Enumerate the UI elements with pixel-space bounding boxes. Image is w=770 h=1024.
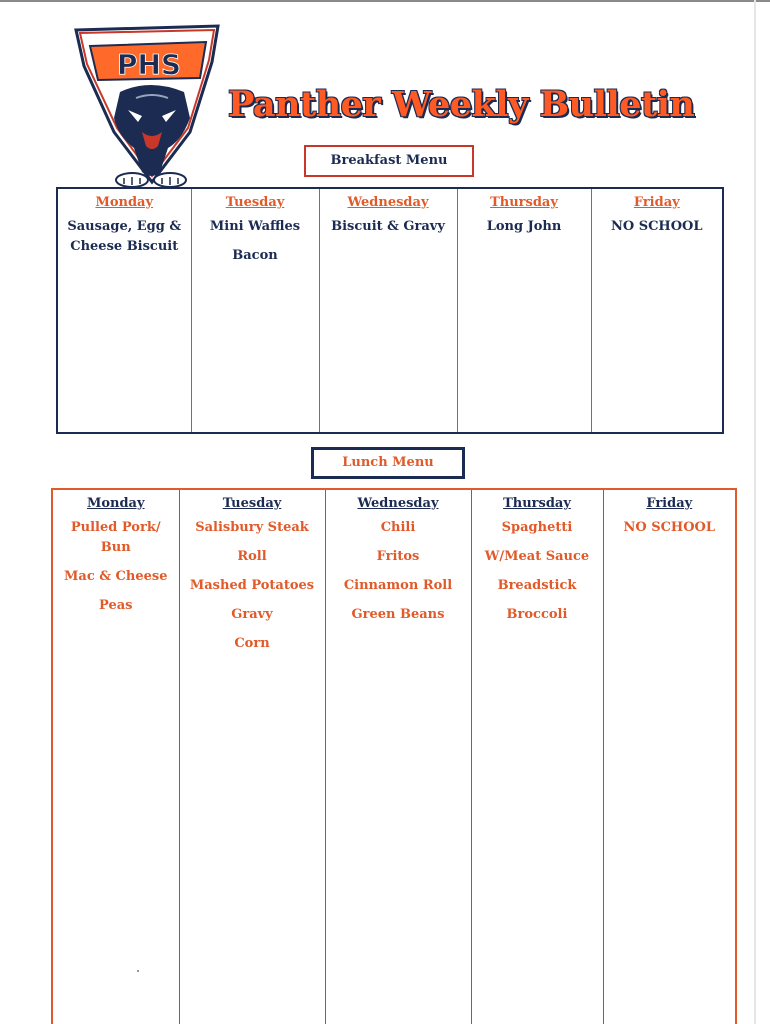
menu-item: NO SCHOOL	[610, 219, 703, 234]
menu-item: NO SCHOOL	[623, 520, 716, 535]
breakfast-menu-label: Breakfast Menu	[304, 145, 474, 177]
day-header: Friday	[646, 496, 693, 511]
page-right-edge	[754, 0, 756, 1024]
day-header: Wednesday	[357, 496, 439, 511]
menu-item: Fritos	[376, 549, 420, 564]
day-header: Friday	[633, 195, 680, 210]
lunch-menu-label: Lunch Menu	[311, 447, 465, 479]
menu-item: Roll	[237, 549, 267, 564]
breakfast-col-wednesday	[319, 188, 457, 433]
menu-item: Cinnamon Roll	[343, 578, 453, 593]
menu-item: Gravy	[231, 607, 273, 622]
lunch-col-monday	[52, 489, 179, 1024]
menu-item: Peas	[99, 598, 133, 613]
lunch-col-thursday	[471, 489, 603, 1024]
menu-item: Mashed Potatoes	[189, 578, 315, 593]
menu-item: Mac & Cheese	[64, 569, 168, 584]
menu-item: Biscuit & Gravy	[331, 219, 445, 234]
menu-item: Breadstick	[497, 578, 577, 593]
menu-item: W/Meat Sauce	[484, 549, 590, 564]
menu-item: Sausage, Egg & Cheese Biscuit	[67, 219, 182, 254]
menu-item: Bacon	[232, 248, 278, 263]
menu-item: Salisbury Steak	[195, 520, 309, 535]
menu-item: Long John	[486, 219, 562, 234]
day-header: Thursday	[503, 496, 571, 511]
lunch-col-wednesday	[325, 489, 471, 1024]
menu-item: Spaghetti	[501, 520, 573, 535]
menu-item: Mini Waffles	[209, 219, 301, 234]
lunch-menu-table	[51, 488, 737, 1024]
day-header: Monday	[86, 496, 145, 511]
day-header: Tuesday	[222, 496, 282, 511]
menu-item: Pulled Pork/ Bun	[70, 520, 161, 555]
page-top-border	[0, 0, 770, 2]
breakfast-col-friday	[591, 188, 723, 433]
day-header: Tuesday	[225, 195, 285, 210]
breakfast-col-tuesday	[191, 188, 319, 433]
menu-item: Green Beans	[351, 607, 445, 622]
lunch-col-tuesday	[179, 489, 325, 1024]
page-title: Panther Weekly Bulletin	[228, 84, 695, 125]
day-header: Wednesday	[347, 195, 429, 210]
menu-item: Broccoli	[506, 607, 568, 622]
logo-text: PHS	[116, 48, 182, 81]
breakfast-menu-table	[56, 187, 724, 434]
lunch-col-friday	[603, 489, 736, 1024]
day-header: Monday	[95, 195, 154, 210]
scan-speck	[137, 970, 139, 972]
breakfast-col-thursday	[457, 188, 591, 433]
panther-logo	[72, 22, 222, 190]
menu-item: Chili	[380, 520, 416, 535]
breakfast-col-monday	[57, 188, 191, 433]
day-header: Thursday	[490, 195, 558, 210]
menu-item: Corn	[234, 636, 270, 651]
